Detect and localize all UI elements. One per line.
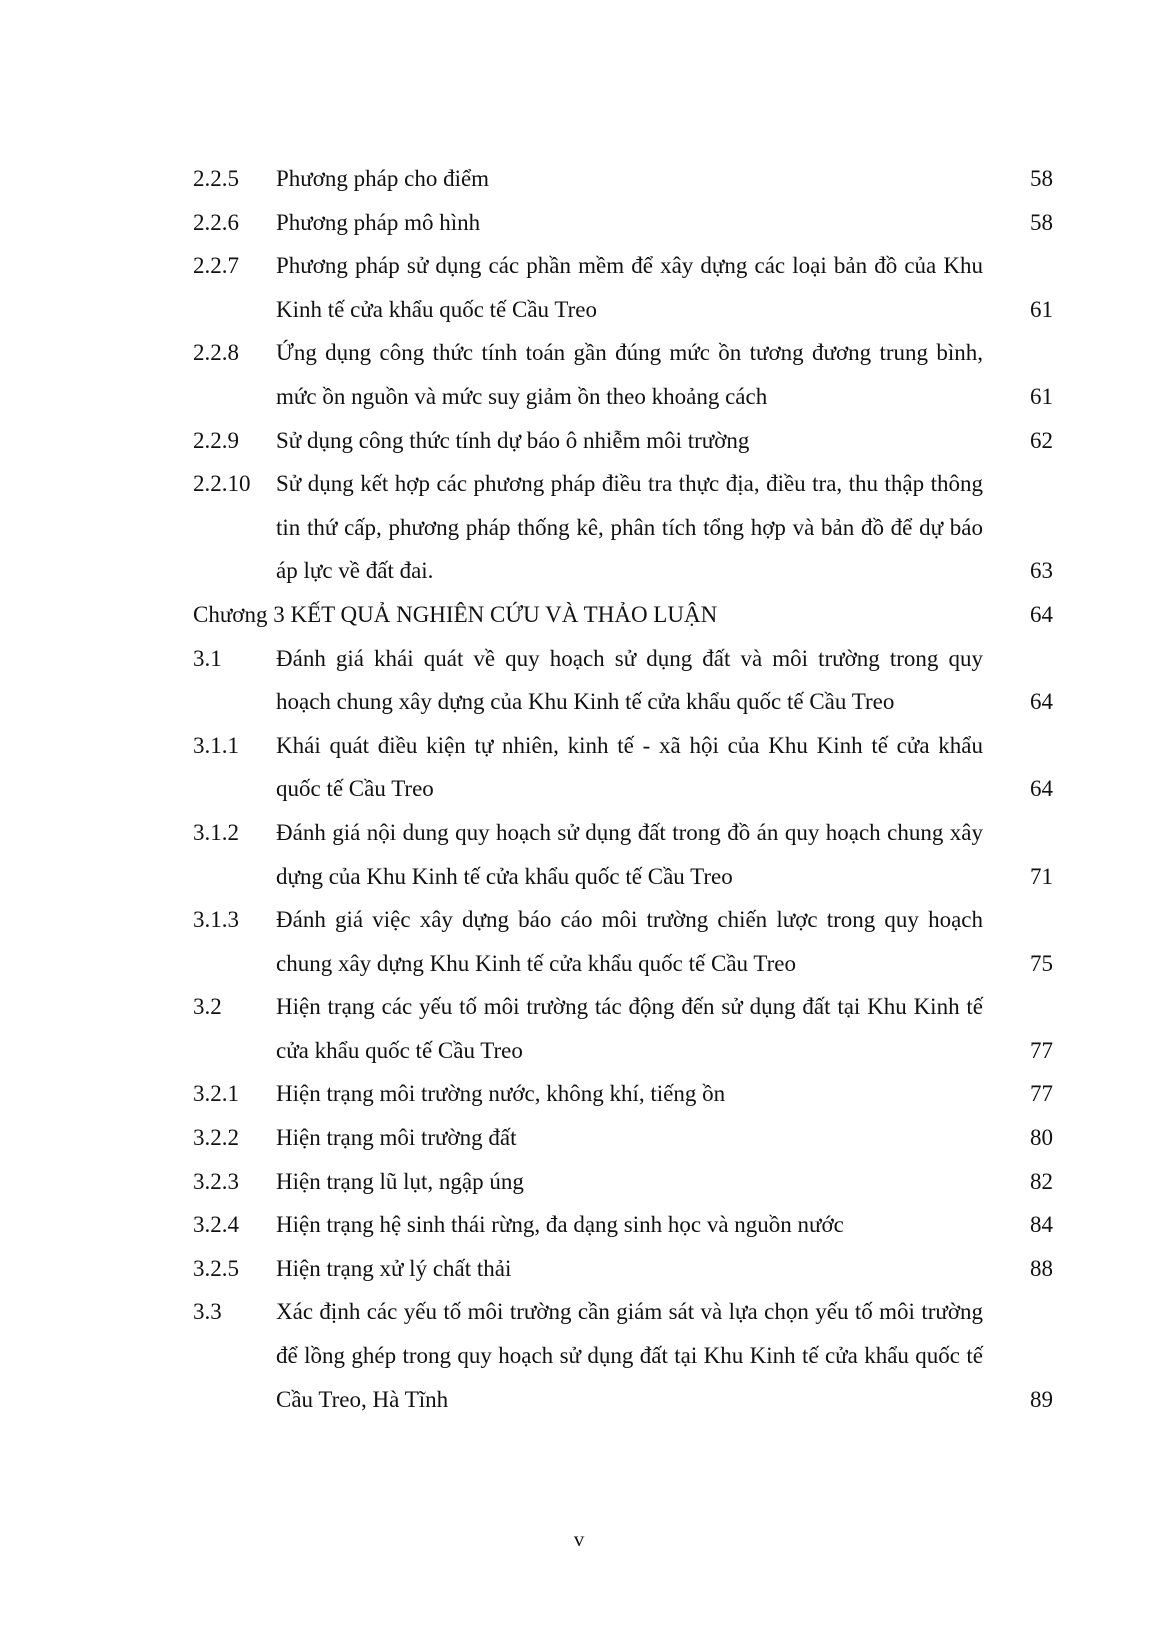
toc-entry-page: 88 xyxy=(1030,1255,1053,1281)
toc-chapter-title: Chương 3 KẾT QUẢ NGHIÊN CỨU VÀ THẢO LUẬN xyxy=(193,601,718,627)
toc-entry-title: Ứng dụng công thức tính toán gần đúng mức ồn tương đương trung bình, mức ồn nguồn và mức suy giảm ồn theo khoảng cách xyxy=(276,340,983,409)
toc-chapter-entry[interactable] xyxy=(193,593,1053,637)
toc-entry-title: Đánh giá khái quát về quy hoạch sử dụng đất và môi trường trong quy hoạch chung xây dựng của Khu Kinh tế cửa khẩu quốc tế Cầu Treo xyxy=(276,645,983,715)
toc-entry-title: Xác định các yếu tố môi trường cần giám sát và lựa chọn yếu tố môi trường để lồng ghép trong quy hoạch sử dụng đất tại Khu Kinh tế cửa khẩu quốc tế Cầu Treo, Hà Tĩnh xyxy=(276,1299,983,1412)
table-of-contents xyxy=(193,157,1053,1421)
toc-entry-page: 82 xyxy=(1030,1168,1053,1194)
toc-entry-number: 2.2.7 xyxy=(193,253,239,279)
toc-entry[interactable] xyxy=(193,201,1053,245)
toc-entry[interactable] xyxy=(193,1203,1053,1247)
toc-entry[interactable] xyxy=(193,898,1053,985)
toc-entry-number: 3.2.1 xyxy=(193,1081,239,1107)
page-number-footer: v xyxy=(573,1527,585,1551)
toc-entry-number: 2.2.10 xyxy=(193,471,251,497)
toc-entry[interactable] xyxy=(193,985,1053,1072)
toc-entry-number: 3.2.4 xyxy=(193,1212,239,1238)
toc-entry-number: 2.2.9 xyxy=(193,427,239,453)
toc-entry-title: Khái quát điều kiện tự nhiên, kinh tế - xã hội của Khu Kinh tế cửa khẩu quốc tế Cầu Treo xyxy=(276,732,983,802)
toc-entry-number: 2.2.5 xyxy=(193,166,239,191)
toc-entry-title: Phương pháp sử dụng các phần mềm để xây dựng các loại bản đồ của Khu Kinh tế cửa khẩu quốc tế Cầu Treo xyxy=(276,253,983,322)
toc-entry[interactable] xyxy=(193,419,1053,463)
toc-entry-title: Sử dụng công thức tính dự báo ô nhiễm môi trường xyxy=(276,427,750,453)
toc-entry-title: Hiện trạng lũ lụt, ngập úng xyxy=(276,1168,524,1194)
toc-entry-page: 64 xyxy=(1030,776,1053,802)
toc-entry-number: 3.2.2 xyxy=(193,1125,239,1151)
toc-entry[interactable] xyxy=(193,1116,1053,1160)
toc-entry-title: Phương pháp mô hình xyxy=(276,209,481,235)
toc-entry[interactable] xyxy=(193,157,1053,201)
toc-entry-title: Phương pháp cho điểm xyxy=(276,166,490,191)
toc-entry-page: 77 xyxy=(1030,1037,1053,1063)
toc-entry-number: 2.2.8 xyxy=(193,340,239,366)
toc-entry[interactable] xyxy=(193,331,1053,418)
toc-entry-number: 3.2.3 xyxy=(193,1168,239,1194)
toc-entry-title: Đánh giá nội dung quy hoạch sử dụng đất trong đồ án quy hoạch chung xây dựng của Khu Kinh tế cửa khẩu quốc tế Cầu Treo xyxy=(276,819,983,889)
toc-entry[interactable] xyxy=(193,1247,1053,1291)
toc-entry-page: 61 xyxy=(1030,383,1053,409)
toc-entry-page: 61 xyxy=(1030,296,1053,322)
toc-entry-number: 3.1.2 xyxy=(193,819,239,845)
toc-entry-page: 84 xyxy=(1030,1212,1053,1238)
toc-entry-title: Hiện trạng môi trường nước, không khí, tiếng ồn xyxy=(276,1081,726,1107)
toc-entry-page: 62 xyxy=(1030,427,1053,453)
toc-entry-number: 3.3 xyxy=(193,1299,222,1325)
toc-entry-number: 2.2.6 xyxy=(193,209,239,235)
toc-entry-page: 75 xyxy=(1030,950,1053,976)
toc-entry-page: 64 xyxy=(1030,689,1053,715)
toc-entry-page: 58 xyxy=(1030,209,1053,235)
toc-entry[interactable] xyxy=(193,1290,1053,1421)
toc-entry[interactable] xyxy=(193,811,1053,898)
toc-entry[interactable] xyxy=(193,244,1053,331)
toc-entry-page: 71 xyxy=(1030,863,1053,889)
toc-entry-page: 63 xyxy=(1030,558,1053,584)
toc-entry-number: 3.2.5 xyxy=(193,1255,239,1281)
toc-entry-page: 77 xyxy=(1030,1081,1053,1107)
toc-entry[interactable] xyxy=(193,462,1053,593)
toc-entry-title: Sử dụng kết hợp các phương pháp điều tra thực địa, điều tra, thu thập thông tin thứ cấp, phương pháp thống kê, phân tích tổng hợp và bản đồ để dự báo áp lực về đất đai. xyxy=(276,471,983,584)
toc-entry[interactable] xyxy=(193,724,1053,811)
toc-entry[interactable] xyxy=(193,1072,1053,1116)
toc-entry-title: Hiện trạng xử lý chất thải xyxy=(276,1255,512,1281)
toc-entry-number: 3.1.1 xyxy=(193,732,239,758)
toc-entry-page: 89 xyxy=(1030,1386,1053,1412)
toc-entry[interactable] xyxy=(193,637,1053,724)
toc-entry-number: 3.1.3 xyxy=(193,907,239,933)
toc-entry[interactable] xyxy=(193,1160,1053,1204)
toc-entry-page: 58 xyxy=(1030,166,1053,191)
toc-entry-number: 3.1 xyxy=(193,645,222,671)
toc-entry-page: 64 xyxy=(1030,601,1053,627)
toc-entry-title: Hiện trạng hệ sinh thái rừng, đa dạng sinh học và nguồn nước xyxy=(276,1212,844,1238)
toc-entry-title: Hiện trạng môi trường đất xyxy=(276,1125,517,1151)
toc-entry-title: Đánh giá việc xây dựng báo cáo môi trường chiến lược trong quy hoạch chung xây dựng Khu Kinh tế cửa khẩu quốc tế Cầu Treo xyxy=(276,907,983,976)
toc-entry-page: 80 xyxy=(1030,1125,1053,1151)
toc-entry-number: 3.2 xyxy=(193,994,222,1020)
toc-entry-title: Hiện trạng các yếu tố môi trường tác động đến sử dụng đất tại Khu Kinh tế cửa khẩu quốc tế Cầu Treo xyxy=(276,994,983,1063)
